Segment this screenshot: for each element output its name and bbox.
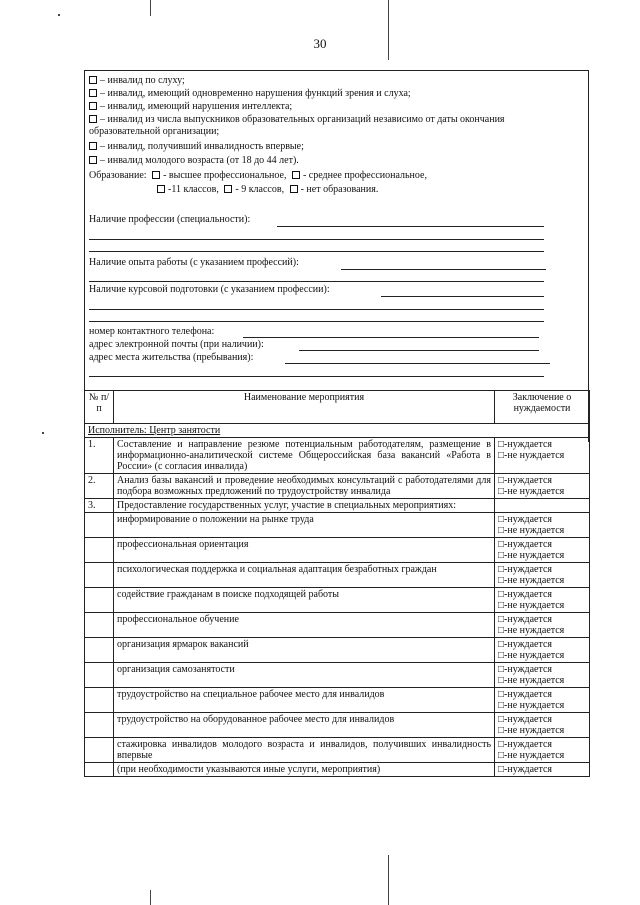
need-option[interactable]: □-нуждается — [498, 689, 552, 700]
experience-line[interactable] — [89, 281, 544, 282]
experience-input[interactable] — [341, 269, 546, 270]
no-need-option[interactable]: □-не нуждается — [498, 700, 565, 711]
category-first-disability: – инвалид, получивший инвалидность впервые; — [89, 141, 304, 153]
checkbox-icon[interactable] — [89, 142, 97, 150]
table-row — [85, 438, 590, 474]
scan-mark — [58, 14, 60, 16]
category-hearing: – инвалид по слуху; — [89, 75, 185, 87]
courses-input[interactable] — [381, 296, 544, 297]
sub-row — [85, 738, 590, 763]
conclusion-cell — [495, 474, 590, 499]
sub-text: содействие гражданам в поиске подходящей работы — [114, 588, 495, 613]
checkbox-icon[interactable] — [89, 115, 97, 123]
need-option[interactable]: □-нуждается — [498, 475, 552, 486]
email-input[interactable] — [299, 350, 539, 351]
need-option[interactable]: □-нуждается — [498, 539, 552, 550]
conclusion-cell — [495, 499, 590, 513]
checkbox-icon[interactable] — [157, 185, 165, 193]
category-young-age: – инвалид молодого возраста (от 18 до 44 лет). — [89, 155, 299, 167]
address-input[interactable] — [285, 363, 550, 364]
no-need-option[interactable]: □-не нуждается — [498, 650, 565, 661]
checkbox-icon[interactable] — [89, 89, 97, 97]
row-text: Анализ базы вакансий и проведение необходимых консультаций с работодателями для подбора возможных предложений по трудоустройству инвалида — [114, 474, 495, 499]
row-num: 2. — [85, 474, 114, 499]
scan-mark — [388, 855, 389, 905]
sub-row — [85, 763, 590, 777]
table-row — [85, 499, 590, 513]
need-option[interactable]: □-нуждается — [498, 564, 552, 575]
row-text: Предоставление государственных услуг, участие в специальных мероприятиях: — [114, 499, 495, 513]
education-label: Образование: — [89, 170, 147, 181]
education-line-1: Образование: - высшее профессиональное, - среднее профессиональное, — [89, 170, 427, 181]
no-need-option[interactable]: □-не нуждается — [498, 525, 565, 536]
need-option[interactable]: □-нуждается — [498, 514, 552, 525]
table-header — [85, 391, 590, 424]
executor-label: Исполнитель: Центр занятости — [85, 424, 590, 438]
sub-row — [85, 713, 590, 738]
address-line[interactable] — [89, 376, 544, 377]
conclusion-cell — [495, 438, 590, 474]
sub-text: организация самозанятости — [114, 663, 495, 688]
sub-row — [85, 563, 590, 588]
checkbox-icon[interactable] — [89, 102, 97, 110]
phone-label: номер контактного телефона: — [89, 326, 215, 337]
no-need-option[interactable]: □-не нуждается — [498, 550, 565, 561]
sub-row — [85, 638, 590, 663]
need-option[interactable]: □-нуждается — [498, 639, 552, 650]
education-line-2: -11 классов, - 9 классов, - нет образования. — [157, 184, 378, 196]
no-need-option[interactable]: □-не нуждается — [498, 625, 565, 636]
profession-line[interactable] — [89, 251, 544, 252]
sub-row — [85, 538, 590, 563]
checkbox-icon[interactable] — [224, 185, 232, 193]
category-vision-hearing: – инвалид, имеющий одновременно нарушения функций зрения и слуха; — [89, 88, 411, 100]
scan-mark — [150, 890, 151, 905]
sub-row — [85, 588, 590, 613]
checkbox-icon[interactable] — [290, 185, 298, 193]
profession-input[interactable] — [277, 226, 544, 227]
no-need-option[interactable]: □-не нуждается — [498, 725, 565, 736]
sub-text: трудоустройство на специальное рабочее место для инвалидов — [114, 688, 495, 713]
applicant-info-section — [84, 70, 589, 442]
events-table — [84, 390, 590, 777]
checkbox-icon[interactable] — [89, 156, 97, 164]
experience-label: Наличие опыта работы (с указанием профессий): — [89, 257, 299, 268]
header-num: № п/п — [85, 391, 114, 424]
executor-row — [85, 424, 590, 438]
row-num: 3. — [85, 499, 114, 513]
sub-text: профессиональное обучение — [114, 613, 495, 638]
table-row — [85, 474, 590, 499]
need-option[interactable]: □-нуждается — [498, 714, 552, 725]
row-text: Составление и направление резюме потенциальным работодателям, размещение в информационно-аналитической системе Общероссийская база вакансий «Работа в России» (с согласия инвалида) — [114, 438, 495, 474]
sub-text: стажировка инвалидов молодого возраста и инвалидов, получивших инвалидность впервые — [114, 738, 495, 763]
header-conclusion: Заключение о нуждаемости — [495, 391, 590, 424]
address-label: адрес места жительства (пребывания): — [89, 352, 254, 363]
sub-text: трудоустройство на оборудованное рабочее место для инвалидов — [114, 713, 495, 738]
scan-mark — [42, 432, 44, 434]
checkbox-icon[interactable] — [292, 171, 300, 179]
no-need-option[interactable]: □-не нуждается — [498, 750, 565, 761]
need-option[interactable]: □-нуждается — [498, 589, 552, 600]
sub-row — [85, 663, 590, 688]
no-need-option[interactable]: □-не нуждается — [498, 486, 565, 497]
need-option[interactable]: □-нуждается — [498, 764, 552, 775]
category-graduate: – инвалид из числа выпускников образовательных организаций независимо от даты окончания образовательной организации; — [89, 114, 505, 137]
no-need-option[interactable]: □-не нуждается — [498, 450, 565, 461]
sub-text: психологическая поддержка и социальная адаптация безработных граждан — [114, 563, 495, 588]
row-num: 1. — [85, 438, 114, 474]
sub-row — [85, 688, 590, 713]
sub-text: информирование о положении на рынке труда — [114, 513, 495, 538]
profession-label: Наличие профессии (специальности): — [89, 214, 251, 225]
sub-row — [85, 613, 590, 638]
courses-label: Наличие курсовой подготовки (с указанием профессии): — [89, 284, 330, 295]
scan-mark — [150, 0, 151, 16]
no-need-option[interactable]: □-не нуждается — [498, 675, 565, 686]
category-intellect: – инвалид, имеющий нарушения интеллекта; — [89, 101, 292, 113]
sub-text: организация ярмарок вакансий — [114, 638, 495, 663]
checkbox-icon[interactable] — [89, 76, 97, 84]
header-name: Наименование мероприятия — [114, 391, 495, 424]
need-option[interactable]: □-нуждается — [498, 664, 552, 675]
page-number: 30 — [313, 36, 327, 51]
sub-text: (при необходимости указываются иные услуги, мероприятия) — [114, 763, 495, 777]
no-need-option[interactable]: □-не нуждается — [498, 575, 565, 586]
profession-line[interactable] — [89, 239, 544, 240]
checkbox-icon[interactable] — [152, 171, 160, 179]
phone-input[interactable] — [243, 337, 539, 338]
sub-row — [85, 513, 590, 538]
no-need-option[interactable]: □-не нуждается — [498, 600, 565, 611]
need-option[interactable]: □-нуждается — [498, 439, 552, 450]
sub-text: профессиональная ориентация — [114, 538, 495, 563]
need-option[interactable]: □-нуждается — [498, 614, 552, 625]
need-option[interactable]: □-нуждается — [498, 739, 552, 750]
courses-line[interactable] — [89, 321, 544, 322]
scan-mark — [388, 0, 389, 60]
courses-line[interactable] — [89, 309, 544, 310]
email-label: адрес электронной почты (при наличии): — [89, 339, 264, 350]
